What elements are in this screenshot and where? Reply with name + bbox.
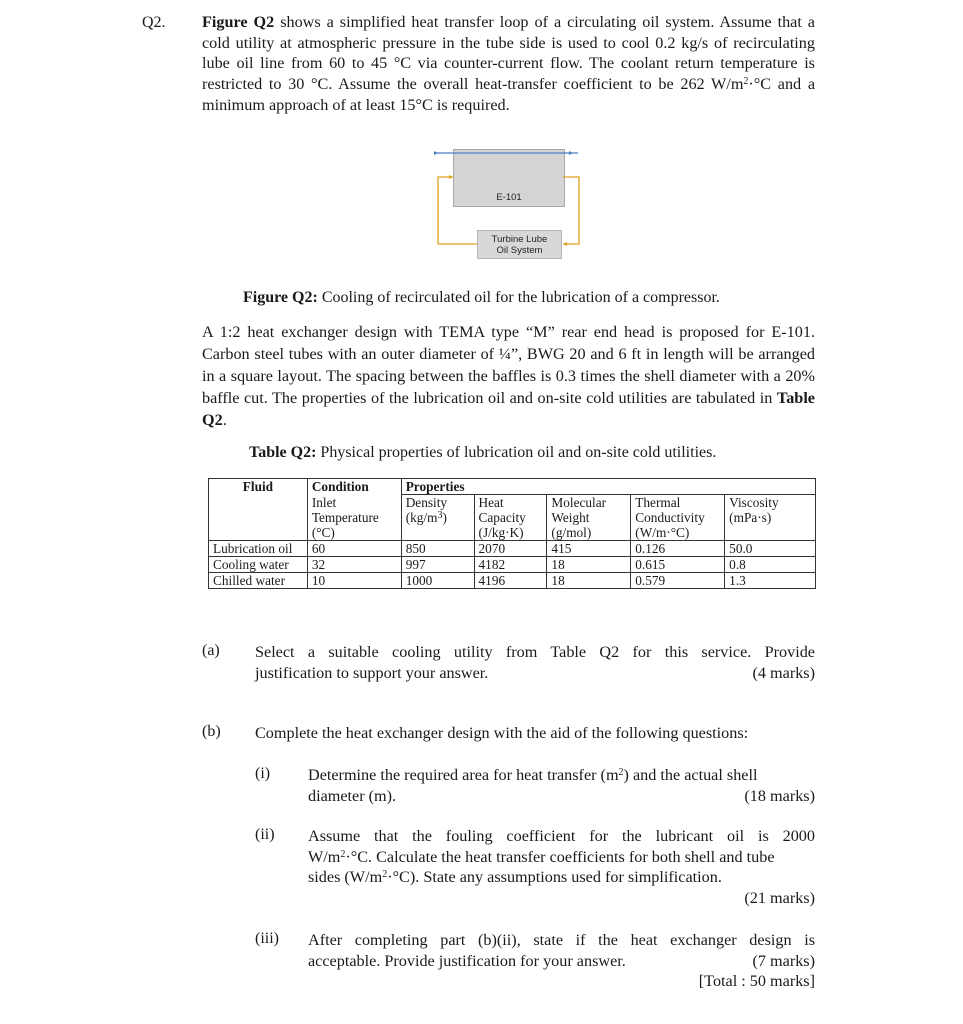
sub-density: Density $(kg/m^3)$ bbox=[401, 495, 474, 541]
figure-caption-label: Figure Q2: bbox=[243, 289, 318, 306]
table-caption-text: Physical properties of lubrication oil and on-site cold utilities. bbox=[316, 444, 717, 461]
part-b-text: Complete the heat exchanger design with the aid of the following questions: bbox=[255, 724, 749, 742]
design-paragraph bbox=[202, 321, 815, 431]
heat-loop-diagram bbox=[430, 140, 590, 265]
figure-caption-text: Cooling of recirculated oil for the lubrication of a compressor. bbox=[317, 289, 720, 306]
total-marks: [Total : 50 marks] bbox=[698, 972, 815, 991]
part-bi-label: (i) bbox=[255, 765, 271, 782]
part-bi-text: Determine the required area for heat transfer $(m^2)$ and the actual shell diameter (m). (18 marks) bbox=[308, 766, 815, 805]
exchanger-label: E-101 bbox=[496, 192, 522, 203]
part-biii-label: (iii) bbox=[255, 930, 279, 947]
turbine-lube-oil-system bbox=[477, 230, 562, 259]
intro-end: ·°C and a minimum approach of at least 15°C is required. bbox=[202, 75, 816, 114]
part-bi-marks: (18 marks) bbox=[744, 786, 815, 805]
table-row: Cooling water 32 997 4182 18 0.615 0.8 bbox=[209, 557, 816, 573]
oil-in-arrow-icon bbox=[449, 175, 453, 179]
sub-heat-capacity: Heat Capacity (J/kg·K) bbox=[474, 495, 547, 541]
part-a-text: Select a suitable cooling utility from Table Q2 for this service. Provide justification to support your answer. (4 marks) bbox=[255, 643, 815, 682]
sub-thermal-conductivity: Thermal Conductivity (W/m·°C) bbox=[631, 495, 725, 541]
question-number: Q2. bbox=[142, 14, 166, 31]
part-b-label: (b) bbox=[202, 723, 221, 740]
intro-text: shows a simplified heat transfer loop of a circulating oil system. Assume that a cold utility at atmospheric pressure in the tube side is used to cool 0.2 kg/s of recirculating lube oil line from 60 to 45 °C via counter-current flow. The coolant return temperature is restricted to 30 °C. Assume the overall heat-transfer coefficient to be 262 W/m bbox=[202, 13, 815, 94]
table-caption-label: Table Q2: bbox=[249, 444, 317, 461]
figure-ref: Figure Q2 bbox=[202, 13, 275, 31]
lube-label-line1: Turbine Lube bbox=[491, 234, 548, 245]
table-caption bbox=[249, 444, 716, 462]
header-fluid: Fluid bbox=[209, 479, 308, 541]
cold-inlet-arrow-icon bbox=[434, 151, 438, 155]
part-a-label: (a) bbox=[202, 642, 220, 659]
question-intro bbox=[202, 12, 815, 116]
part-biii-text: After completing part (b)(ii), state if the heat exchanger design is acceptable. Provide justification for your answer. (7 marks) [Total : 50 marks] bbox=[308, 931, 815, 991]
sub-inlet-temp: Inlet Temperature (°C) bbox=[307, 495, 401, 541]
part-bii-marks: (21 marks) bbox=[744, 889, 815, 908]
figure-caption bbox=[243, 289, 720, 307]
table-row: Lubrication oil 60 850 2070 415 0.126 50.0 bbox=[209, 541, 816, 557]
table-row: Chilled water 10 1000 4196 18 0.579 1.3 bbox=[209, 573, 816, 589]
part-bii-label: (ii) bbox=[255, 826, 275, 843]
intro-sup: 2 bbox=[743, 76, 749, 88]
properties-table bbox=[208, 478, 816, 589]
design-text: A 1:2 heat exchanger design with TEMA type “M” rear end head is proposed for E-101. Carbon steel tubes with an outer diameter of ¼”, BWG 20 and 6 ft in length will be arranged in a square layout. The spacing between the baffles is 0.3 times the shell diameter with a 20% baffle cut. The properties of the lubrication oil and on-site cold utilities are tabulated in bbox=[202, 323, 815, 407]
header-condition: Condition bbox=[307, 479, 401, 495]
oil-return-line bbox=[563, 177, 579, 244]
part-biii-marks: (7 marks) bbox=[752, 951, 815, 970]
part-a-marks: (4 marks) bbox=[752, 663, 815, 682]
design-end: . bbox=[222, 411, 227, 429]
sub-viscosity: Viscosity (mPa·s) bbox=[725, 495, 816, 541]
table-header-row bbox=[209, 479, 816, 495]
oil-supply-line bbox=[438, 177, 477, 244]
table-ref: Table Q2 bbox=[202, 389, 815, 429]
header-properties: Properties bbox=[401, 479, 815, 495]
part-bii-text: Assume that the fouling coefficient for the lubricant oil is 2000 $W/m^2\cdot^\circ C$. Calculate the heat transfer coefficients for both shell and tube sides $(W/m^2\cdot^\circ C)$. State any assumptions used for simplification. (21 marks) bbox=[308, 827, 815, 908]
oil-back-arrow-icon bbox=[563, 242, 567, 246]
lube-label-line2: Oil System bbox=[496, 245, 543, 256]
cold-outlet-arrow-icon bbox=[569, 151, 573, 155]
sub-molecular-weight: Molecular Weight (g/mol) bbox=[547, 495, 631, 541]
